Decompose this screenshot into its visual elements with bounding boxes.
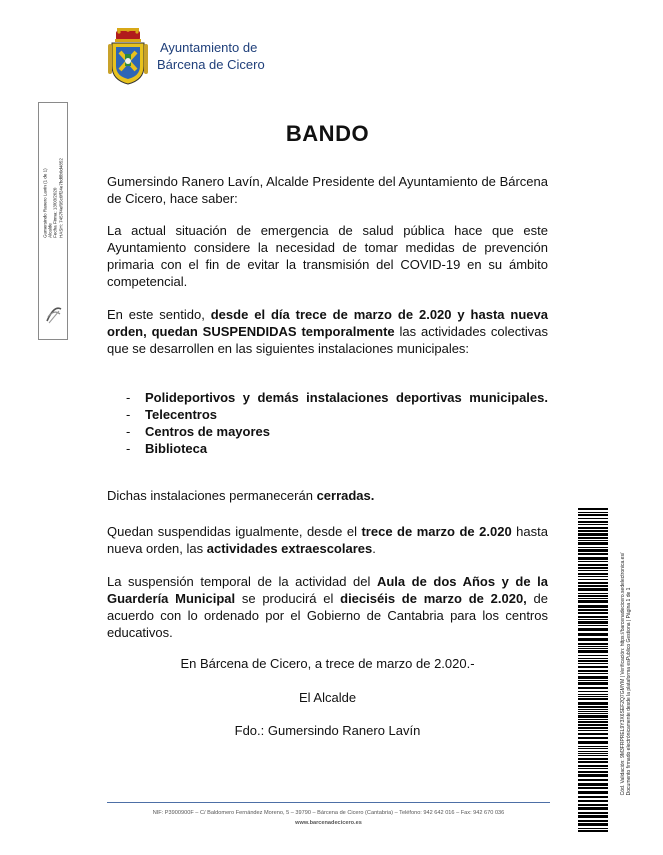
barcode-bar (578, 530, 608, 532)
barcode-bar (578, 687, 608, 689)
org-name-line2: Bárcena de Cicero (157, 57, 265, 72)
barcode-bar (578, 715, 608, 718)
barcode-bar (578, 771, 608, 773)
barcode-bar (578, 768, 608, 769)
verification-platform: Documento firmado electrónicamente desde la plataforma esPublico Gestiona | Página 1 de 1 (626, 587, 632, 796)
barcode-bar (578, 696, 608, 697)
p5-text2: hasta nueva orden, las (107, 524, 548, 556)
barcode-bar (578, 650, 608, 653)
paragraph-emergency: La actual situación de emergencia de salud pública hace que este Ayuntamiento considere la necesidad de tomar medidas de prevención primaria con el fin de evitar la transmisión del COVID-19 en su ámbito competencial. (107, 223, 548, 289)
place-date: En Bárcena de Cicero, a trece de marzo de 2.020.- (180, 656, 475, 671)
p6-bold1: Aula de dos Años y de la Guardería Municipal (107, 574, 548, 606)
barcode-bar (578, 796, 608, 798)
barcode-bar (578, 567, 608, 569)
verification-code: Cód. Validación: 9M3FRPREL9Y3X6SEF2Q7GMYM | Verificación: https://barcenadecicero.sedelectronica.es/ (620, 552, 626, 796)
p3-text2: las actividades colectivas que se desarrollen en las siguientes instalaciones municipales: (107, 324, 548, 356)
barcode-bar (578, 628, 608, 631)
barcode-bar (578, 791, 608, 794)
facilities-list (107, 389, 548, 457)
p5-text1: Quedan suspendidas igualmente, desde el (107, 524, 362, 539)
p5-bold1: trece de marzo de 2.020 (361, 524, 512, 539)
paragraph-suspension (107, 306, 548, 357)
barcode-bar (578, 609, 608, 611)
p4-text1: Dichas instalaciones permanecerán (107, 488, 317, 503)
barcode-bar (578, 514, 608, 516)
paragraph-closed (107, 487, 548, 504)
barcode-bar (578, 533, 608, 536)
barcode-bar (578, 633, 608, 636)
barcode-bar (578, 670, 608, 672)
barcode-bar (578, 582, 608, 584)
p6-text2: se producirá el (235, 591, 341, 606)
barcode-bar (578, 680, 608, 681)
barcode-bar (578, 751, 608, 752)
verification-text (620, 553, 632, 796)
barcode-bar (578, 655, 608, 656)
barcode-bar (578, 666, 608, 668)
list-dash: - (126, 424, 131, 439)
barcode-bar (578, 512, 608, 513)
barcode-bar (578, 721, 608, 723)
paragraph-extracurricular (107, 523, 548, 557)
verification-barcode (578, 508, 608, 834)
list-item-text: Biblioteca (145, 441, 208, 456)
list-item (107, 406, 548, 423)
barcode-bar (578, 761, 608, 763)
barcode-bar (578, 807, 608, 810)
coat-of-arms-logo (106, 26, 150, 86)
barcode-bar (578, 527, 608, 529)
barcode-bar (578, 660, 608, 662)
barcode-bar (578, 828, 608, 829)
signature-stamp-text (43, 158, 64, 238)
barcode-bar (578, 547, 608, 548)
stamp-signer: Gumersindo Ranero Lavín (1 de 1) (42, 168, 48, 238)
barcode-bar (578, 561, 608, 562)
barcode-bar (578, 682, 608, 685)
barcode-bar (578, 800, 608, 802)
barcode-bar (578, 730, 608, 731)
barcode-bar (578, 765, 608, 767)
barcode-bar (578, 576, 608, 577)
barcode-bar (578, 706, 608, 708)
p4-bold1: cerradas. (316, 488, 375, 503)
signature-seal-icon (45, 303, 63, 325)
barcode-bar (578, 646, 608, 647)
barcode-bar (578, 711, 608, 712)
list-dash: - (126, 441, 131, 456)
list-item (107, 389, 548, 406)
signer-name: Fdo.: Gumersindo Ranero Lavín (234, 723, 421, 738)
barcode-bar (578, 524, 608, 525)
stamp-role: Alcalde (47, 223, 53, 238)
barcode-bar (578, 830, 608, 832)
barcode-bar (578, 663, 608, 664)
barcode-bar (578, 673, 608, 674)
barcode-bar (578, 727, 608, 729)
list-item-text: Centros de mayores (145, 424, 270, 439)
barcode-bar (578, 625, 608, 626)
barcode-bar (578, 804, 608, 806)
p6-text3: de acuerdo con lo ordenado por el Gobierno de Cantabria para los centros educativos. (107, 591, 548, 640)
barcode-bar (578, 787, 608, 789)
barcode-bar (578, 564, 608, 566)
barcode-bar (578, 573, 608, 575)
barcode-bar (578, 753, 608, 754)
barcode-bar (578, 518, 608, 519)
barcode-bar (578, 774, 608, 777)
list-item (107, 440, 548, 457)
p3-text1: En este sentido, (107, 307, 211, 322)
barcode-bar (578, 779, 608, 781)
list-dash: - (126, 407, 131, 422)
barcode-bar (578, 724, 608, 726)
footer-website: www.barcenadecicero.es (295, 820, 362, 826)
document-title: BANDO (285, 121, 370, 146)
barcode-bar (578, 820, 608, 822)
signer-role: El Alcalde (298, 690, 357, 705)
barcode-bar (578, 815, 608, 818)
barcode-bar (578, 783, 608, 786)
list-item-text: Telecentros (145, 407, 218, 422)
barcode-bar (578, 823, 608, 826)
p6-text1: La suspensión temporal de la actividad del (107, 574, 377, 589)
barcode-bar (578, 579, 608, 580)
barcode-bar (578, 746, 608, 747)
barcode-bar (578, 605, 608, 608)
barcode-bar (578, 755, 608, 756)
footer-address: NIF: P3900900F – C/ Baldomero Fernández Moreno, 5 – 39790 – Bárcena de Cicero (Cantabria) – Teléfono: 942 642 016 – Fax: 942 670 036 (152, 810, 505, 816)
barcode-bar (578, 698, 608, 700)
barcode-bar (578, 748, 608, 749)
barcode-bar (578, 741, 608, 744)
barcode-bar (578, 812, 608, 814)
barcode-bar (578, 537, 608, 539)
paragraph-nursery (107, 573, 548, 641)
barcode-bar (578, 733, 608, 735)
barcode-bar (578, 553, 608, 555)
barcode-bar (578, 542, 608, 545)
p3-bold1: desde el día trece de marzo de 2.020 y hasta nueva orden, quedan SUSPENDIDAS temporalmente (107, 307, 548, 339)
p5-text3: . (372, 541, 376, 556)
barcode-bar (578, 638, 608, 641)
barcode-bar (578, 549, 608, 552)
barcode-bar (578, 598, 608, 599)
barcode-bar (578, 616, 608, 618)
barcode-bar (578, 719, 608, 720)
barcode-bar (578, 595, 608, 597)
barcode-bar (578, 521, 608, 523)
barcode-bar (578, 713, 608, 714)
barcode-bar (578, 702, 608, 705)
barcode-bar (578, 612, 608, 614)
barcode-bar (578, 621, 608, 624)
list-item (107, 423, 548, 440)
barcode-bar (578, 600, 608, 603)
barcode-bar (578, 676, 608, 679)
barcode-bar (578, 643, 608, 645)
barcode-bar (578, 557, 608, 560)
list-dash: - (126, 390, 131, 405)
list-item-text: Polideportivos y demás instalaciones deportivas municipales. (145, 390, 548, 405)
stamp-hash: HASH: 7457f4ef95c0ff24e7bd8b0d4852 (58, 158, 64, 238)
barcode-bar (578, 709, 608, 710)
p5-bold2: actividades extraescolares (206, 541, 373, 556)
barcode-bar (578, 585, 608, 587)
barcode-bar (578, 691, 608, 692)
barcode-bar (578, 648, 608, 649)
barcode-bar (578, 658, 608, 659)
barcode-bar (578, 619, 608, 620)
stamp-date: Fecha Firma: 13/03/2020 (53, 187, 58, 238)
signature-stamp (38, 102, 68, 340)
paragraph-intro: Gumersindo Ranero Lavín, Alcalde Presidente del Ayuntamiento de Bárcena de Cicero, hace saber: (107, 174, 548, 206)
barcode-bar (578, 570, 608, 571)
p6-bold2: dieciséis de marzo de 2.020, (340, 591, 527, 606)
barcode-bar (578, 758, 608, 760)
barcode-bar (578, 737, 608, 739)
barcode-bar (578, 508, 608, 510)
barcode-bar (578, 588, 608, 591)
barcode-bar (578, 540, 608, 541)
org-name-line1: Ayuntamiento de (160, 40, 258, 55)
barcode-bar (578, 694, 608, 695)
footer-divider (107, 802, 550, 803)
barcode-bar (578, 593, 608, 594)
